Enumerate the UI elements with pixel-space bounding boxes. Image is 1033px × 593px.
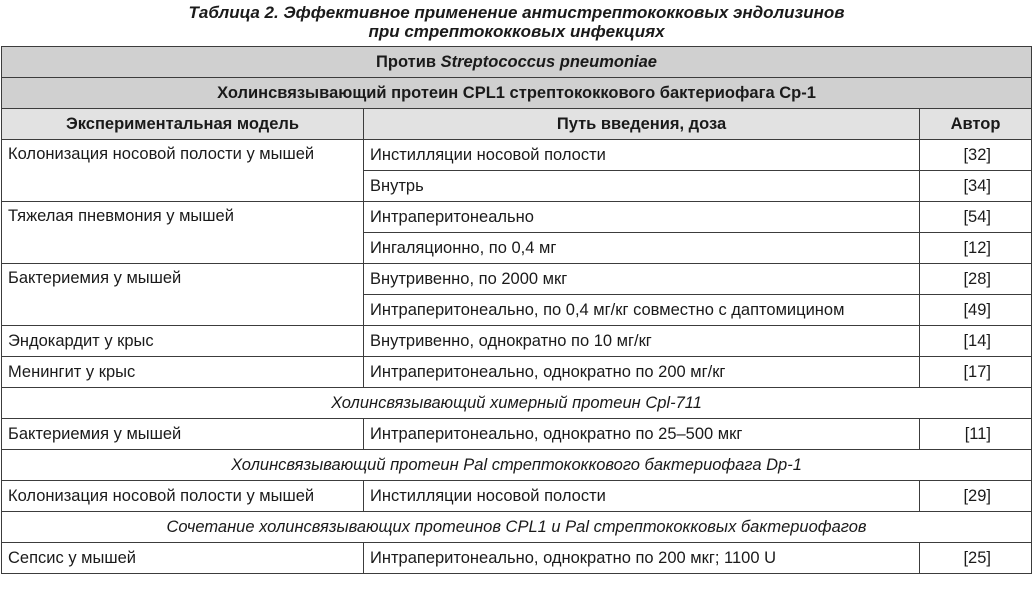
route-cell: Внутривенно, по 2000 мкг <box>364 264 920 295</box>
ref-cell: [49] <box>920 295 1032 326</box>
model-cell: Колонизация носовой полости у мышей <box>2 481 364 512</box>
table-row <box>2 140 1032 171</box>
ref-cell: [29] <box>920 481 1032 512</box>
table-row <box>2 357 1032 388</box>
subsection-combination-row <box>2 512 1032 543</box>
subsection-cpl711-row <box>2 388 1032 419</box>
route-cell: Интраперитонеально, однократно по 25–500 мкг <box>364 419 920 450</box>
ref-cell: [14] <box>920 326 1032 357</box>
subsection-pal-row <box>2 450 1032 481</box>
table-row <box>2 481 1032 512</box>
ref-cell: [11] <box>920 419 1032 450</box>
model-cell: Эндокардит у крыс <box>2 326 364 357</box>
model-cell: Тяжелая пневмония у мышей <box>2 202 364 264</box>
caption-line-1: Таблица 2. Эффективное применение антистрептококковых эндолизинов <box>188 3 845 22</box>
ref-cell: [54] <box>920 202 1032 233</box>
route-cell: Интраперитонеально, однократно по 200 мкг; 1100 U <box>364 543 920 574</box>
route-cell: Ингаляционно, по 0,4 мг <box>364 233 920 264</box>
route-cell: Интраперитонеально, однократно по 200 мг/кг <box>364 357 920 388</box>
section-header <box>2 47 1032 78</box>
section-species: Streptococcus pneumoniae <box>440 52 657 71</box>
table-row <box>2 326 1032 357</box>
section-prefix: Против <box>376 52 441 71</box>
column-header-row <box>2 109 1032 140</box>
endolysin-table <box>1 46 1032 574</box>
subsection-cpl711: Холинсвязывающий химерный протеин Cpl-711 <box>2 388 1032 419</box>
subsection-pal: Холинсвязывающий протеин Pal стрептококкового бактериофага Dp-1 <box>2 450 1032 481</box>
route-cell: Интраперитонеально, по 0,4 мг/кг совместно с даптомицином <box>364 295 920 326</box>
ref-cell: [12] <box>920 233 1032 264</box>
subsection-combination: Сочетание холинсвязывающих протеинов CPL1 и Pal стрептококковых бактериофагов <box>2 512 1032 543</box>
table-row <box>2 419 1032 450</box>
model-cell: Менингит у крыс <box>2 357 364 388</box>
table-row <box>2 202 1032 233</box>
table-row <box>2 264 1032 295</box>
ref-cell: [28] <box>920 264 1032 295</box>
model-cell: Бактериемия у мышей <box>2 419 364 450</box>
column-header-author: Автор <box>920 109 1032 140</box>
ref-cell: [25] <box>920 543 1032 574</box>
table-row <box>2 543 1032 574</box>
model-cell: Колонизация носовой полости у мышей <box>2 140 364 202</box>
column-header-route: Путь введения, доза <box>364 109 920 140</box>
route-cell: Инстилляции носовой полости <box>364 140 920 171</box>
table-caption <box>0 0 1033 41</box>
subsection-cpl1: Холинсвязывающий протеин CPL1 стрептококкового бактериофага Cp-1 <box>2 78 1032 109</box>
route-cell: Внутривенно, однократно по 10 мг/кг <box>364 326 920 357</box>
caption-line-2: при стрептококковых инфекциях <box>368 22 665 41</box>
section-header-row <box>2 47 1032 78</box>
column-header-model: Экспериментальная модель <box>2 109 364 140</box>
route-cell: Внутрь <box>364 171 920 202</box>
ref-cell: [34] <box>920 171 1032 202</box>
route-cell: Интраперитонеально <box>364 202 920 233</box>
route-cell: Инстилляции носовой полости <box>364 481 920 512</box>
model-cell: Сепсис у мышей <box>2 543 364 574</box>
ref-cell: [32] <box>920 140 1032 171</box>
model-cell: Бактериемия у мышей <box>2 264 364 326</box>
ref-cell: [17] <box>920 357 1032 388</box>
subsection-cpl1-row <box>2 78 1032 109</box>
